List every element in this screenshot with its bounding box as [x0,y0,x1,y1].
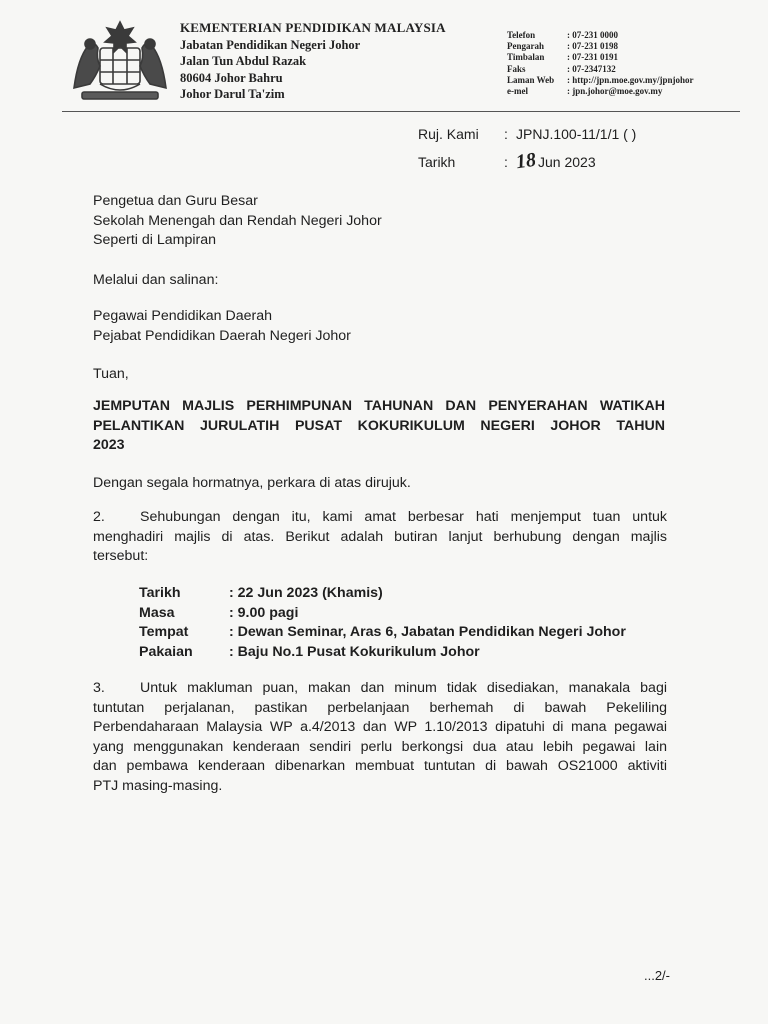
address-line: Jalan Tun Abdul Razak [180,54,307,68]
contact-row [507,75,694,86]
detail-label: Tempat [139,624,189,640]
contact-label: Timbalan [507,52,545,63]
opening-sentence: Dengan segala hormatnya, perkara di atas dirujuk. [93,475,411,491]
paragraph-line: menghadiri majlis di atas. Berikut adalah butiran lanjut berhubung dengan majlis [93,528,667,545]
contact-row [507,52,694,63]
recipient-block [93,192,382,251]
detail-row [139,623,626,643]
handwritten-day: 18 [514,148,538,174]
ministry-name: KEMENTERIAN PENDIDIKAN MALAYSIA [180,20,446,35]
subject-line: PELANTIKAN JURULATIH PUSAT KOKURIKULUM NEGERI JOHOR TAHUN [93,417,665,434]
email-link[interactable]: : jpn.johor@moe.gov.my [567,86,662,96]
malaysia-coat-of-arms-logo [64,18,176,106]
detail-row [139,584,626,604]
paragraph-number: 2. [93,509,105,525]
detail-value: : Dewan Seminar, Aras 6, Jabatan Pendidikan Negeri Johor [229,624,626,640]
date-row: Tarikh : 18Jun 2023 [418,148,596,174]
recipient-line: Pengetua dan Guru Besar [93,193,258,209]
address-line: Johor Darul Ta'zim [180,87,285,101]
via-line: Pegawai Pendidikan Daerah [93,308,273,324]
contact-value: : 07-231 0198 [567,41,618,51]
reference-label: Ruj. Kami [418,126,479,142]
recipient-line: Seperti di Lampiran [93,232,217,248]
paragraph-line: dan pembawa kenderaan dibenarkan membuat tuntutan di bawah OS21000 aktiviti [93,758,667,774]
detail-value: : 9.00 pagi [229,605,298,621]
organization-block [180,20,446,103]
paragraph-line: tuntutan perjalanan, pastikan perbelanjaan berhemah di bawah Pekeliling [93,699,667,716]
reference-row: Ruj. Kami : JPNJ.100-11/1/1 ( ) [418,126,637,142]
address-line: Jabatan Pendidikan Negeri Johor [180,37,361,52]
paragraph-number: 3. [93,680,105,696]
detail-label: Masa [139,604,175,621]
contact-label: Pengarah [507,41,544,52]
contact-label: e-mel [507,85,528,96]
detail-row [139,604,626,624]
paragraph-line: 2. Sehubungan dengan itu, kami amat berbesar hati menjemput tuan untuk [93,508,667,528]
contact-label: Laman Web [507,74,555,85]
salutation: Tuan, [93,366,129,382]
subject-title [93,397,665,456]
detail-label: Tarikh [139,585,181,601]
reference-value: JPNJ.100-11/1/1 ( ) [516,126,637,142]
contact-block [507,30,694,97]
contact-row [507,30,694,41]
date-value: Jun 2023 [538,154,596,170]
contact-value: : 07-231 0191 [567,52,618,62]
paragraph-line: PTJ masing-masing. [93,777,223,794]
event-details [139,584,626,662]
contact-row [507,64,694,75]
letterhead-divider [62,111,740,112]
contact-row [507,41,694,52]
contact-label: Faks [507,63,526,74]
subject-line: 2023 [93,437,125,453]
via-line: Pejabat Pendidikan Daerah Negeri Johor [93,327,351,344]
recipient-line: Sekolah Menengah dan Rendah Negeri Johor [93,212,382,229]
detail-value: : 22 Jun 2023 (Khamis) [229,585,383,601]
paragraph-line: Perbendaharaan Malaysia WP a.4/2013 dan WP 1.10/2013 dipatuhi di mana pegawai [93,719,667,735]
via-label: Melalui dan salinan: [93,272,219,288]
contact-label: Telefon [507,30,536,40]
subject-line: JEMPUTAN MAJLIS PERHIMPUNAN TAHUNAN DAN PENYERAHAN WATIKAH [93,398,665,414]
contact-value: : 07-2347132 [567,64,616,74]
page-continuation: ...2/- [643,968,670,983]
address-line: 80604 Johor Bahru [180,70,283,85]
website-link[interactable]: : http://jpn.moe.gov.my/jpnjohor [567,75,694,85]
date-label: Tarikh [418,154,456,170]
via-block [93,307,351,346]
detail-value: : Baju No.1 Pusat Kokurikulum Johor [229,644,480,660]
detail-row [139,643,626,663]
contact-value: : 07-231 0000 [567,30,618,40]
paragraph-3 [93,679,667,796]
contact-row [507,86,694,97]
detail-label: Pakaian [139,643,193,660]
paragraph-line: tersebut: [93,548,149,564]
paragraph-line: 3. Untuk makluman puan, makan dan minum tidak disediakan, manakala bagi [93,679,667,699]
paragraph-2 [93,508,667,567]
paragraph-line: yang menggunakan kenderaan sendiri perlu berkongsi dua atau lebih pegawai lain [93,738,667,755]
